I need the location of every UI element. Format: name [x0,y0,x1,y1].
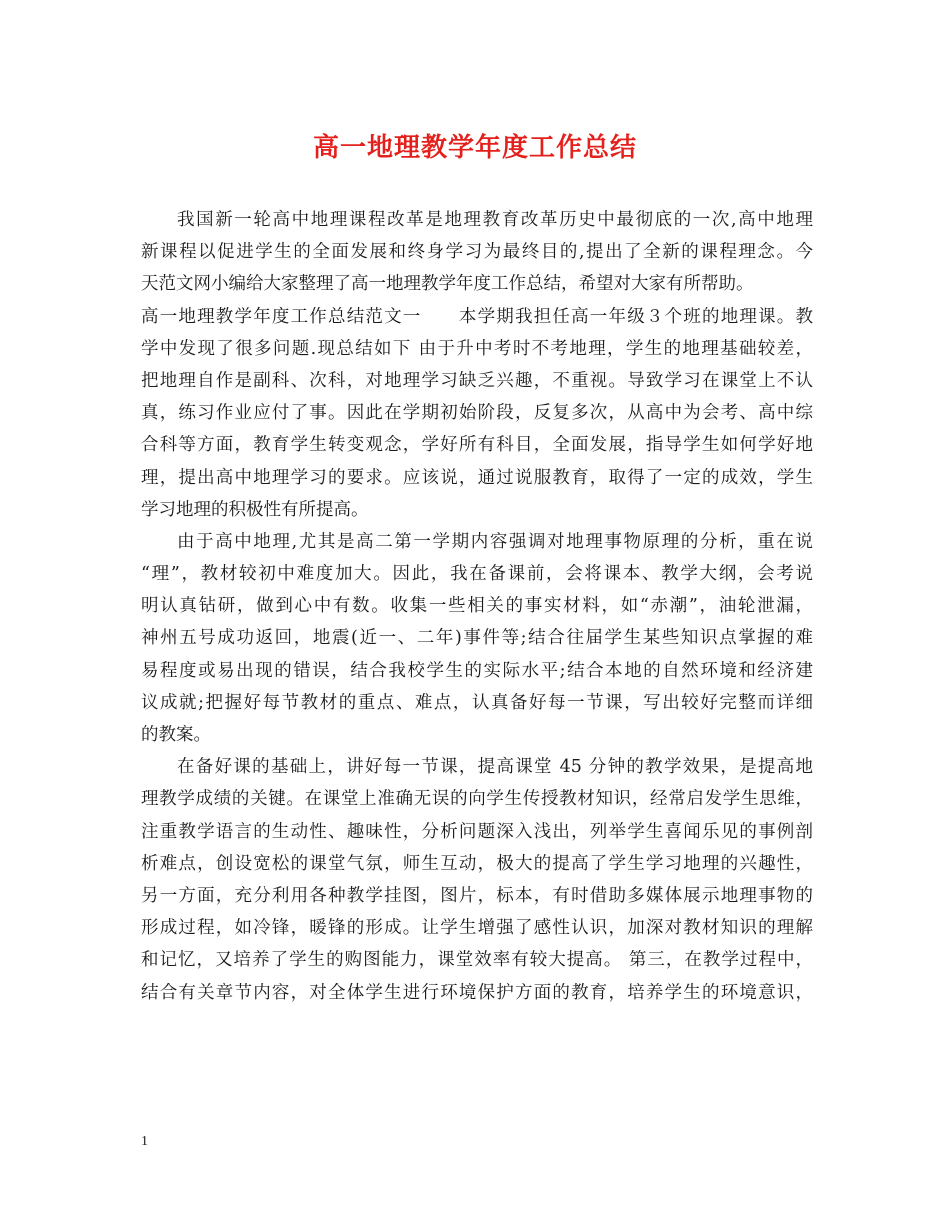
text-line: 析难点，创设宽松的课堂气氛，师生互动，极大的提高了学生学习地理的兴趣性， [141,853,813,874]
text-line: 高一地理教学年度工作总结范文一 本学期我担任高一年级３个班的地理课。教 [141,306,813,327]
text-line: 的教案。 [141,725,211,745]
text-line: 注重教学语言的生动性、趣味性，分析问题深入浅出，列举学生喜闻乐见的事例剖 [141,821,813,842]
page-number: 1 [141,1134,148,1149]
text-line: “理”，教材较初中难度加大。因此，我在备课前，会将课本、教学大纲，会考说 [141,564,813,585]
document-title: 高一地理教学年度工作总结 [312,133,637,163]
text-line: 议成就;把握好每节教材的重点、难点，认真备好每一节课，写出较好完整而详细 [141,692,813,713]
text-line: 由于高中地理,尤其是高二第一学期内容强调对地理事物原理的分析，重在说 [177,531,813,552]
text-line: 神州五号成功返回，地震(近一、二年)事件等;结合往届学生某些知识点掌握的难 [141,628,813,649]
document-body [141,204,813,1009]
text-line: 天范文网小编给大家整理了高一地理教学年度工作总结，希望对大家有所帮助。 [141,274,754,295]
text-line: 明认真钻研，做到心中有数。收集一些相关的事实材料，如“赤潮”，油轮泄漏， [141,596,813,617]
text-line: 新课程以促进学生的全面发展和终身学习为最终目的,提出了全新的课程理念。今 [141,242,813,263]
text-line: 把地理自作是副科、次科，对地理学习缺乏兴趣，不重视。导致学习在课堂上不认 [141,370,813,391]
text-line: 另一方面，充分利用各种教学挂图，图片，标本，有时借助多媒体展示地理事物的 [141,885,813,906]
text-line: 形成过程，如冷锋，暖锋的形成。让学生增强了感性认识，加深对教材知识的理解 [141,918,813,939]
text-line: 我国新一轮高中地理课程改革是地理教育改革历史中最彻底的一次,高中地理 [177,210,813,230]
text-line: 和记忆，又培养了学生的购图能力，课堂效率有较大提高。 第三，在教学过程中， [141,950,813,971]
text-line: 结合有关章节内容，对全体学生进行环境保护方面的教育，培养学生的环境意识， [141,982,813,1003]
text-line: 理，提出高中地理学习的要求。应该说，通过说服教育，取得了一定的成效，学生 [141,467,813,488]
text-line: 合科等方面，教育学生转变观念，学好所有科目，全面发展，指导学生如何学好地 [141,435,813,456]
text-line: 在备好课的基础上，讲好每一节课，提高课堂 45 分钟的教学效果，是提高地 [177,757,813,778]
text-line: 理教学成绩的关键。在课堂上准确无误的向学生传授教材知识，经常启发学生思维， [141,789,813,810]
text-line: 学中发现了很多问题.现总结如下 由于升中考时不考地理，学生的地理基础较差， [141,338,813,359]
text-line: 真，练习作业应付了事。因此在学期初始阶段，反复多次，从高中为会考、高中综 [141,403,813,424]
text-line: 易程度或易出现的错误，结合我校学生的实际水平;结合本地的自然环境和经济建 [141,660,813,681]
text-line: 学习地理的积极性有所提高。 [141,499,369,520]
